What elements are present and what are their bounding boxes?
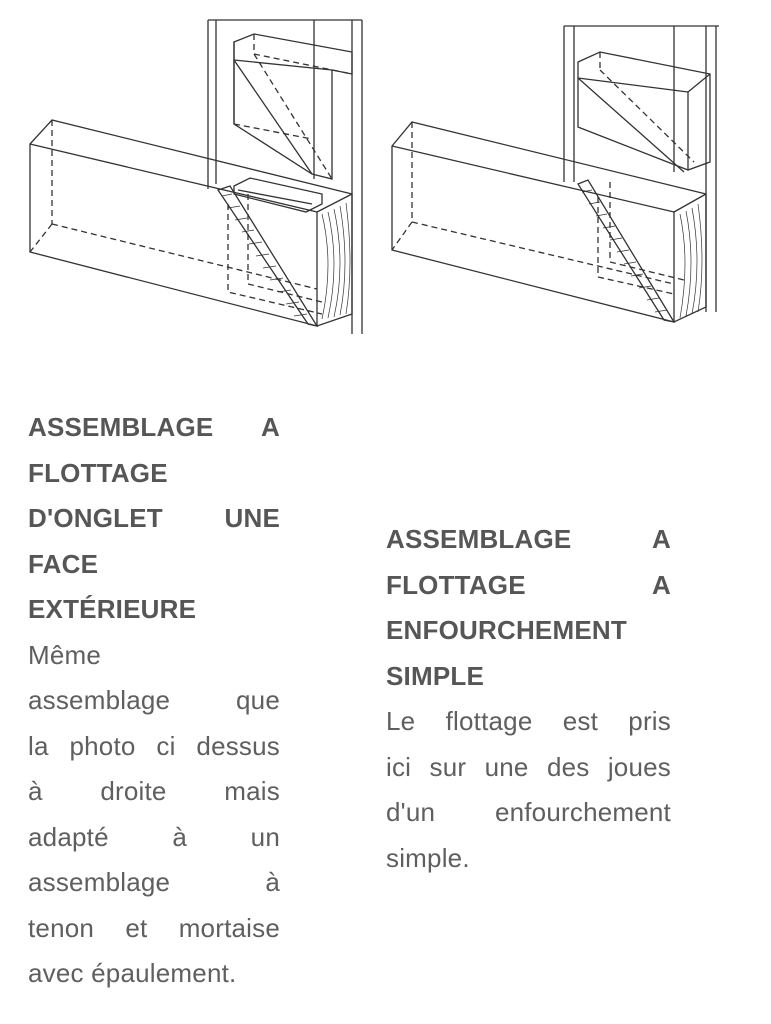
heading-line: ASSEMBLAGE A: [386, 524, 671, 554]
heading-line: D'ONGLET UNE: [28, 503, 280, 533]
desc-line: d'un enfourchement: [386, 797, 671, 827]
desc-line: simple.: [386, 842, 470, 873]
desc-line: Même: [28, 639, 102, 670]
caption-bridle-simple: [386, 517, 671, 881]
caption-description: [386, 699, 671, 881]
desc-line: Le flottage est pris: [386, 706, 671, 736]
desc-line: avec épaulement.: [28, 958, 237, 988]
heading-line: EXTÉRIEURE: [28, 594, 197, 624]
desc-line: la photo ci dessus: [28, 730, 280, 761]
caption-description: [28, 633, 280, 997]
caption-heading: [386, 517, 671, 699]
desc-line: assemblage que: [28, 685, 280, 715]
caption-heading: [28, 405, 280, 633]
heading-line: ENFOURCHEMENT: [386, 615, 627, 645]
heading-line: ASSEMBLAGE A: [28, 412, 280, 442]
joint-drawing-bridle-simple: [384, 22, 724, 332]
heading-line: FLOTTAGE: [28, 457, 168, 488]
heading-line: FLOTTAGE A: [386, 569, 671, 600]
heading-line: FACE: [28, 548, 99, 579]
desc-line: ici sur une des joues: [386, 751, 671, 782]
heading-line: SIMPLE: [386, 660, 484, 691]
desc-line: adapté à un: [28, 821, 280, 852]
joint-drawing-miter-one-face: [22, 14, 367, 334]
caption-miter-one-face: [28, 405, 280, 997]
desc-line: assemblage à: [28, 867, 280, 897]
desc-line: tenon et mortaise: [28, 912, 280, 943]
desc-line: à droite mais: [28, 776, 280, 806]
